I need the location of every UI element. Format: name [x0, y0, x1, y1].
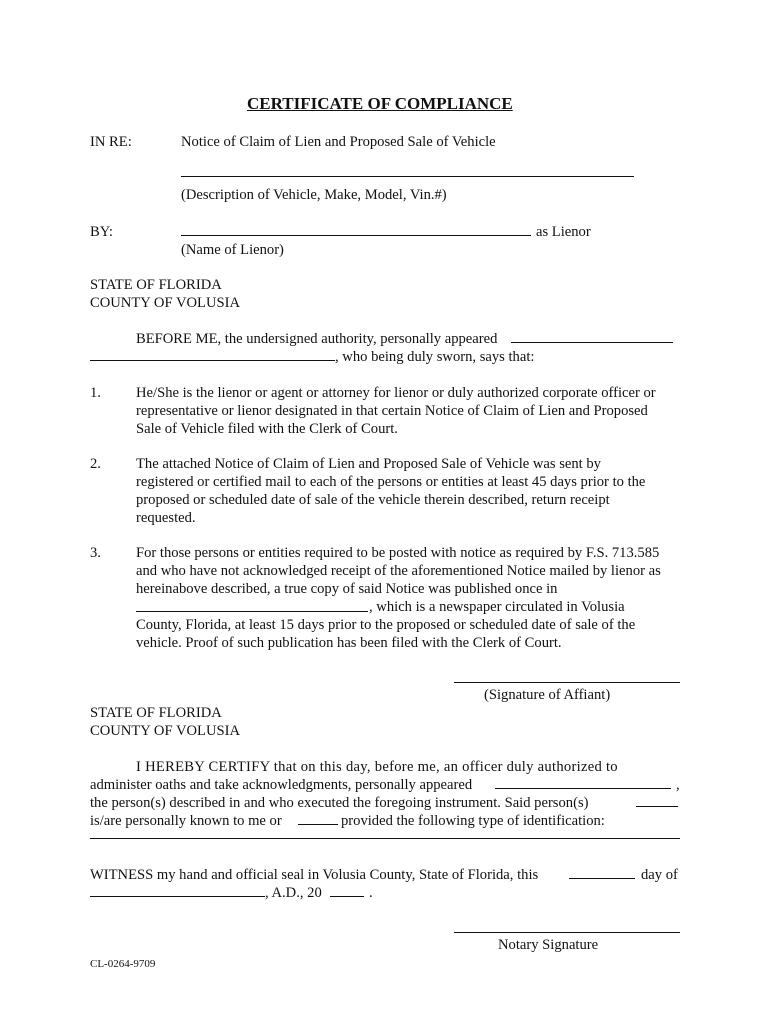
affiant-signature-line[interactable] — [454, 682, 680, 683]
comma: , — [676, 777, 680, 793]
identification-text: provided the following type of identification: — [341, 813, 605, 829]
item-3-line-4: , which is a newspaper circulated in Volusia — [369, 599, 625, 615]
newspaper-name-line[interactable] — [136, 611, 368, 612]
item-1-line-3: Sale of Vehicle filed with the Clerk of Court. — [136, 421, 398, 437]
appeared-person-line[interactable] — [495, 788, 671, 789]
item-number: 2. — [90, 456, 101, 472]
month-line[interactable] — [90, 896, 265, 897]
item-1-line-1: He/She is the lienor or agent or attorney for lienor or duly authorized corporate officer or — [136, 385, 656, 401]
item-2-line-1: The attached Notice of Claim of Lien and Proposed Sale of Vehicle was sent by — [136, 456, 601, 472]
item-2-line-3: proposed or scheduled date of sale of the vehicle therein described, return receipt — [136, 492, 610, 508]
before-me-text: BEFORE ME, the undersigned authority, personally appeared — [136, 331, 498, 347]
venue-county: COUNTY OF VOLUSIA — [90, 723, 240, 739]
item-2-line-4: requested. — [136, 510, 196, 526]
vehicle-description-caption: (Description of Vehicle, Make, Model, Vin.#) — [181, 187, 447, 203]
item-3-line-6: vehicle. Proof of such publication has been filed with the Clerk of Court. — [136, 635, 562, 651]
certify-line-1: I HEREBY CERTIFY that on this day, before me, an officer duly authorized to — [136, 759, 618, 775]
item-2-line-2: registered or certified mail to each of the persons or entities at least 45 days prior to the — [136, 474, 646, 490]
form-code: CL-0264-9709 — [90, 958, 156, 970]
venue-state: STATE OF FLORIDA — [90, 277, 222, 293]
item-3-line-1: For those persons or entities required to be posted with notice as required by F.S. 713.585 — [136, 545, 660, 561]
item-3-line-5: County, Florida, at least 15 days prior to the proposed or scheduled date of sale of the — [136, 617, 636, 633]
appeared-name-line-2[interactable] — [90, 360, 335, 361]
day-of-text: day of — [641, 867, 678, 883]
known-checkbox-line[interactable] — [636, 806, 678, 807]
item-number: 1. — [90, 385, 101, 401]
id-checkbox-line[interactable] — [298, 824, 338, 825]
ad-text: , A.D., 20 — [265, 885, 322, 901]
item-3-line-3: hereinabove described, a true copy of said Notice was published once in — [136, 581, 558, 597]
by-label: BY: — [90, 224, 113, 240]
item-1-line-2: representative or lienor designated in that certain Notice of Claim of Lien and Proposed — [136, 403, 648, 419]
lienor-name-caption: (Name of Lienor) — [181, 242, 284, 258]
period: . — [369, 885, 373, 901]
venue-state: STATE OF FLORIDA — [90, 705, 222, 721]
page-title: CERTIFICATE OF COMPLIANCE — [247, 94, 513, 113]
appeared-name-line-1[interactable] — [511, 342, 673, 343]
year-line[interactable] — [330, 896, 364, 897]
notary-signature-line[interactable] — [454, 932, 680, 933]
lienor-name-line[interactable] — [181, 235, 531, 236]
certify-line-3: the person(s) described in and who executed the foregoing instrument. Said person(s) — [90, 795, 589, 811]
venue-county: COUNTY OF VOLUSIA — [90, 295, 240, 311]
in-re-text: Notice of Claim of Lien and Proposed Sale of Vehicle — [181, 134, 496, 150]
in-re-label: IN RE: — [90, 134, 132, 150]
witness-line-1: WITNESS my hand and official seal in Volusia County, State of Florida, this — [90, 867, 539, 883]
duly-sworn-text: , who being duly sworn, says that: — [335, 349, 535, 365]
as-lienor-text: as Lienor — [536, 224, 591, 240]
vehicle-description-line[interactable] — [181, 176, 634, 177]
notary-signature-caption: Notary Signature — [498, 937, 599, 953]
item-number: 3. — [90, 545, 101, 561]
day-line[interactable] — [569, 878, 635, 879]
certify-line-2: administer oaths and take acknowledgments, personally appeared — [90, 777, 473, 793]
certify-line-4: is/are personally known to me or — [90, 813, 282, 829]
affiant-signature-caption: (Signature of Affiant) — [484, 687, 611, 703]
identification-type-line[interactable] — [90, 838, 680, 839]
item-3-line-2: and who have not acknowledged receipt of the aforementioned Notice mailed by lienor as — [136, 563, 661, 579]
